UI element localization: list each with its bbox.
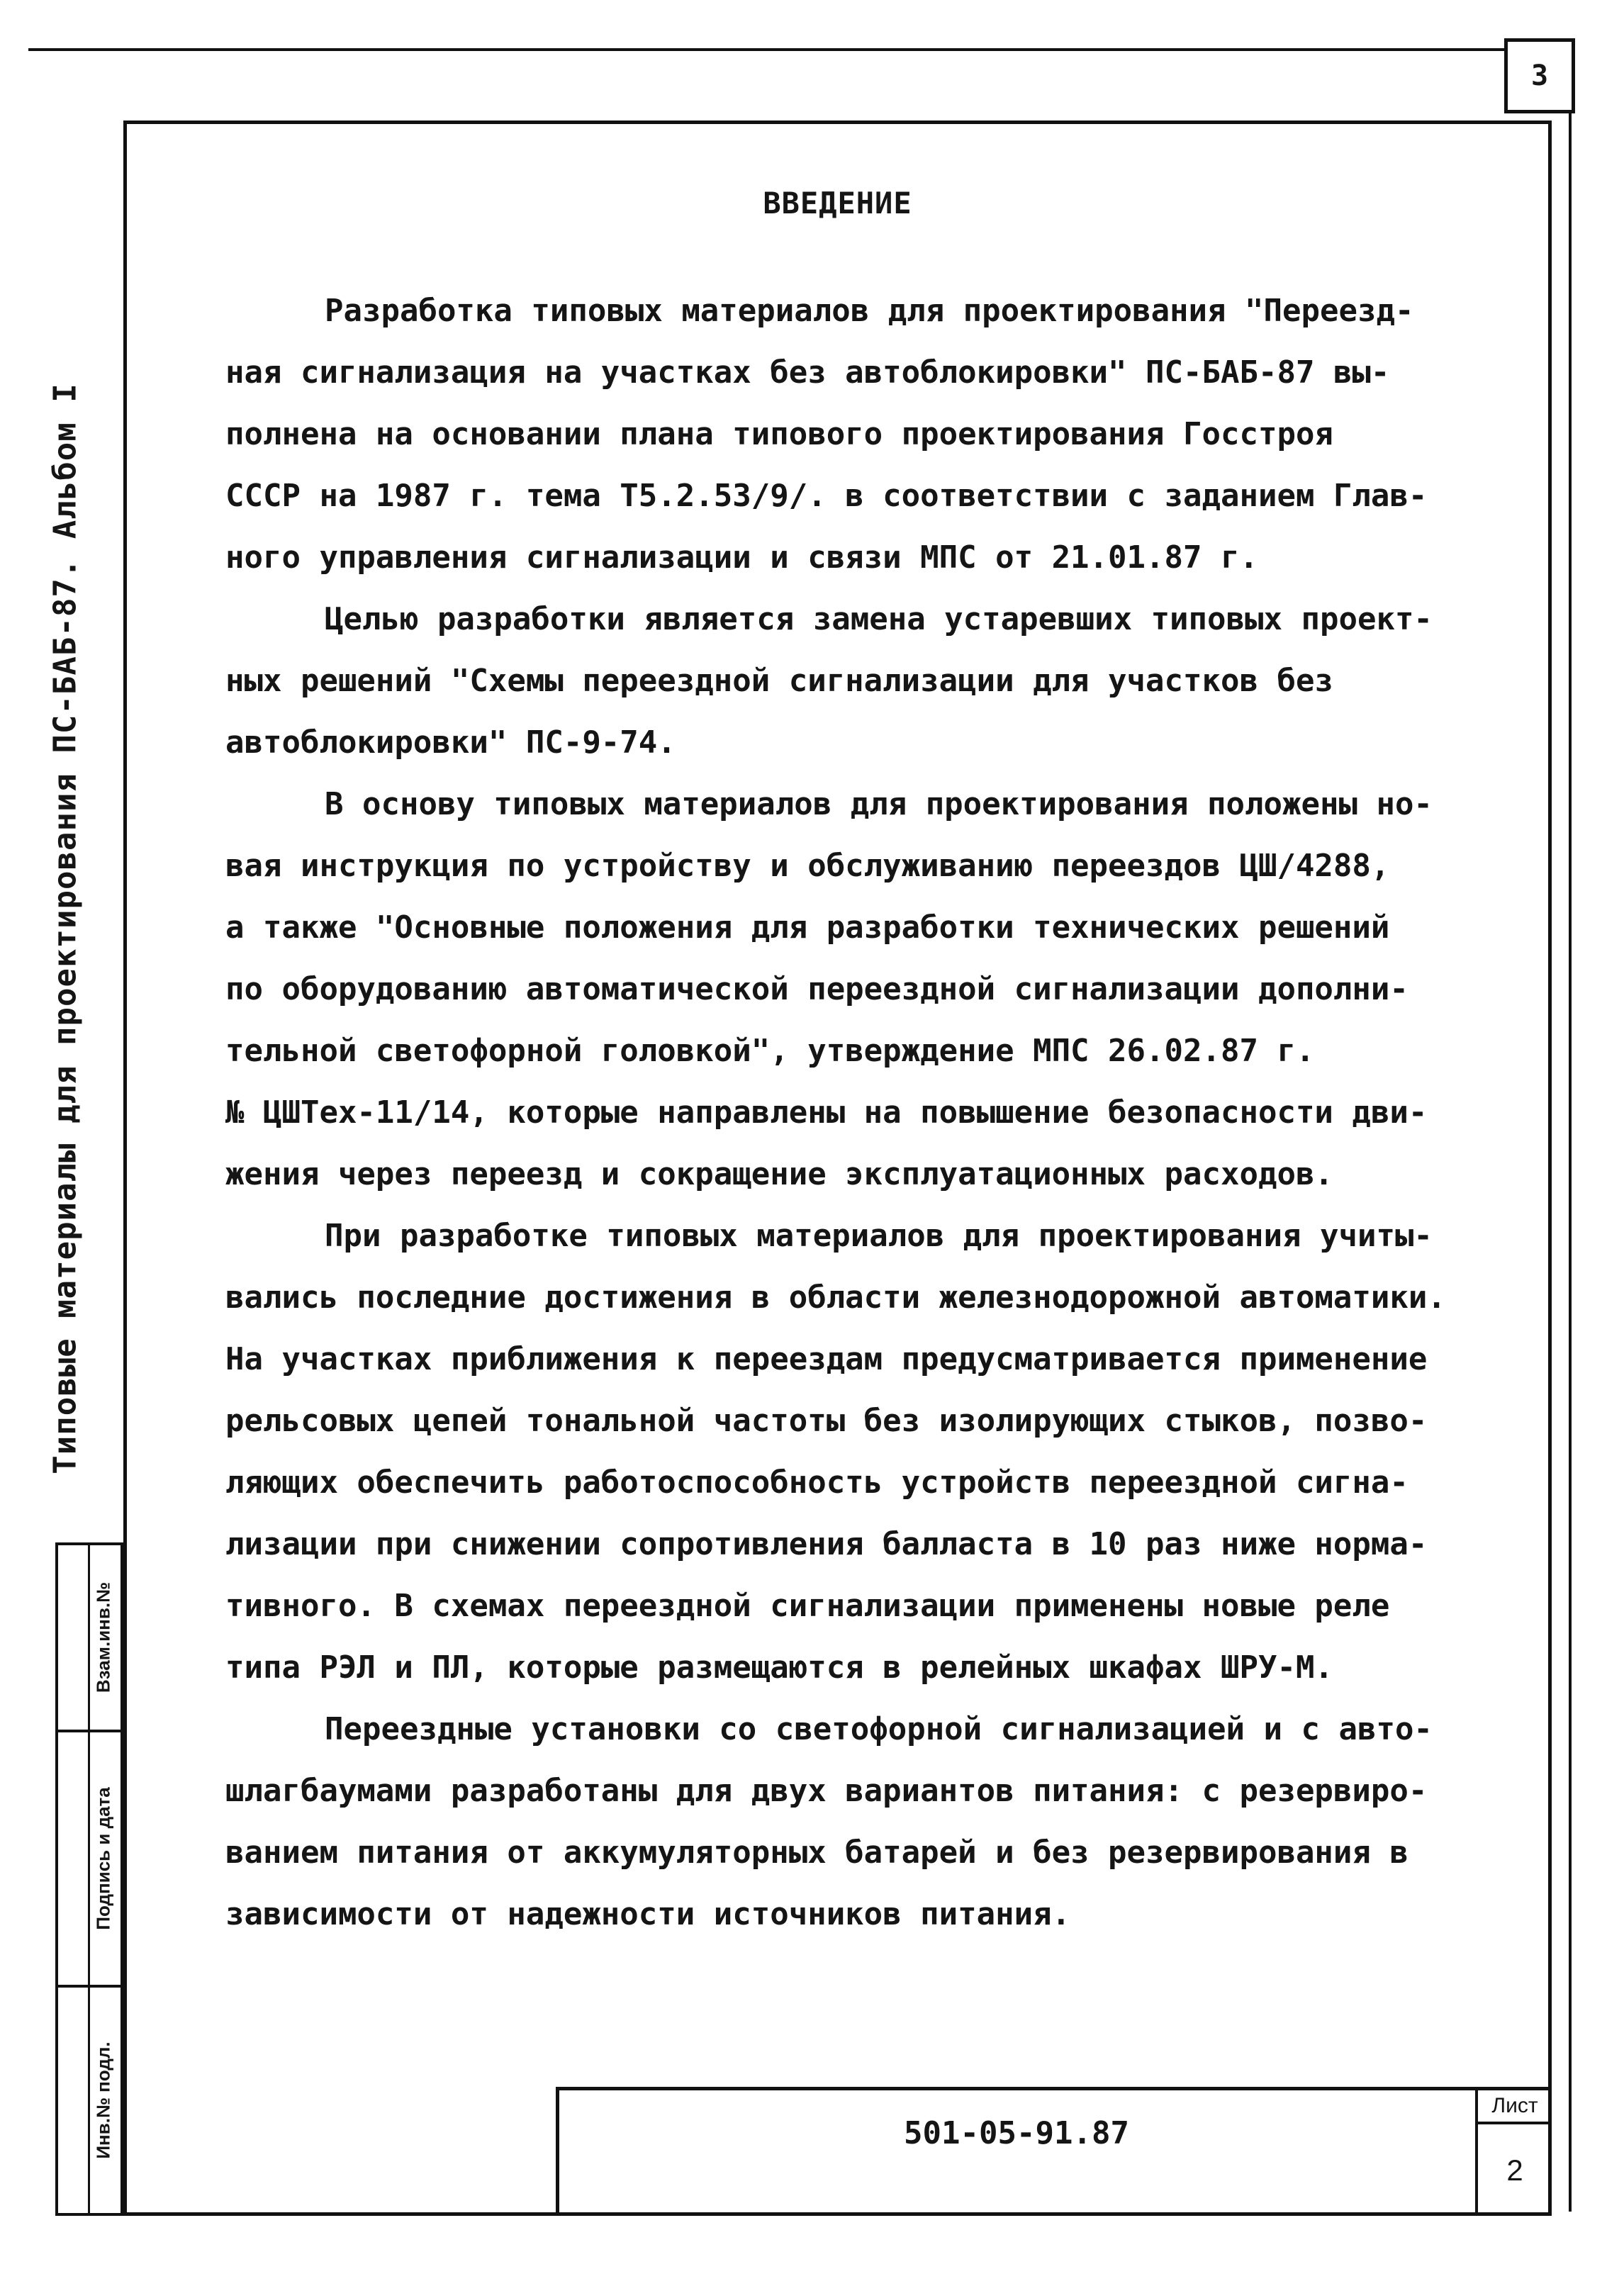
- stamp-field-inventory: [89, 1988, 118, 2213]
- text-line: ляющих обеспечить работоспособность устройств переездной сигна-: [225, 1464, 1409, 1501]
- document-code: 501-05-91.87: [904, 2115, 1129, 2151]
- text-line: СССР на 1987 г. тема Т5.2.53/9/. в соответствии с заданием Глав-: [225, 478, 1428, 514]
- text-line: автоблокировки" ПС-9-74.: [225, 724, 676, 761]
- text-line: зависимости от надежности источников питания.: [225, 1896, 1071, 1932]
- text-line: При разработке типовых материалов для проектирования учиты-: [325, 1218, 1433, 1254]
- page-heading: ВВЕДЕНИЕ: [763, 186, 912, 220]
- paragraph: [225, 588, 1516, 773]
- sheet-label: Лист: [1478, 2090, 1552, 2124]
- body-text: [225, 280, 1516, 1945]
- paragraph: [225, 1698, 1516, 1945]
- text-line: Переездные установки со светофорной сигнализацией и с авто-: [325, 1711, 1433, 1747]
- text-line: шлагбаумами разработаны для двух вариантов питания: с резервиро-: [225, 1773, 1428, 1809]
- sheet-number: 2: [1506, 2153, 1523, 2187]
- text-line: типа РЭЛ и ПЛ, которые размещаются в релейных шкафах ШРУ-М.: [225, 1649, 1333, 1686]
- page-number: 3: [1504, 38, 1575, 113]
- text-line: вая инструкция по устройству и обслуживанию переездов ЦШ/4288,: [225, 848, 1390, 884]
- text-line: а также "Основные положения для разработки технических решений: [225, 909, 1390, 946]
- text-line: В основу типовых материалов для проектирования положены но-: [325, 786, 1433, 822]
- stamp-field-replaced: [89, 1545, 118, 1730]
- paragraph: [225, 1205, 1516, 1698]
- text-line: рельсовых цепей тональной частоты без изолирующих стыков, позво-: [225, 1403, 1428, 1439]
- text-line: № ЦШТех-11/14, которые направлены на повышение безопасности дви-: [225, 1094, 1428, 1131]
- title-block: [556, 2087, 1552, 2216]
- top-rule: [28, 48, 1504, 51]
- text-line: Целью разработки является замена устаревших типовых проект-: [325, 601, 1433, 637]
- text-line: тельной светофорной головкой", утверждение МПС 26.02.87 г.: [225, 1033, 1315, 1069]
- text-line: лизации при снижении сопротивления балласта в 10 раз ниже норма-: [225, 1526, 1428, 1562]
- text-line: полнена на основании плана типового проектирования Госстроя: [225, 416, 1333, 452]
- text-line: На участках приближения к переездам предусматривается применение: [225, 1341, 1428, 1377]
- stamp-label: Инв.№ подл.: [92, 2041, 114, 2159]
- text-line: ная сигнализация на участках без автоблокировки" ПС-БАБ-87 вы-: [225, 354, 1390, 391]
- text-line: ного управления сигнализации и связи МПС от 21.01.87 г.: [225, 539, 1258, 576]
- text-line: Разработка типовых материалов для проектирования "Переезд-: [325, 293, 1414, 329]
- text-line: жения через переезд и сокращение эксплуатационных расходов.: [225, 1156, 1333, 1192]
- text-line: тивного. В схемах переездной сигнализации применены новые реле: [225, 1588, 1390, 1624]
- stamp-field-signature: [89, 1732, 118, 1985]
- paragraph: [225, 773, 1516, 1205]
- text-line: по оборудованию автоматической переездной сигнализации дополни-: [225, 971, 1409, 1007]
- side-title-text: Типовые материалы для проектирования ПС-БАБ-87. Альбом I: [47, 383, 84, 1474]
- stamp-label: Подпись и дата: [92, 1787, 114, 1930]
- text-line: ных решений "Схемы переездной сигнализации для участков без: [225, 663, 1333, 699]
- text-line: вались последние достижения в области железнодорожной автоматики.: [225, 1279, 1446, 1316]
- sheet-cell: [1475, 2090, 1552, 2216]
- text-line: ванием питания от аккумуляторных батарей и без резервирования в: [225, 1834, 1409, 1871]
- stamp-label: Взам.инв.№: [92, 1581, 114, 1693]
- stamp-strip: [55, 1542, 123, 2216]
- right-rule: [1569, 113, 1572, 2212]
- paragraph: [225, 280, 1516, 588]
